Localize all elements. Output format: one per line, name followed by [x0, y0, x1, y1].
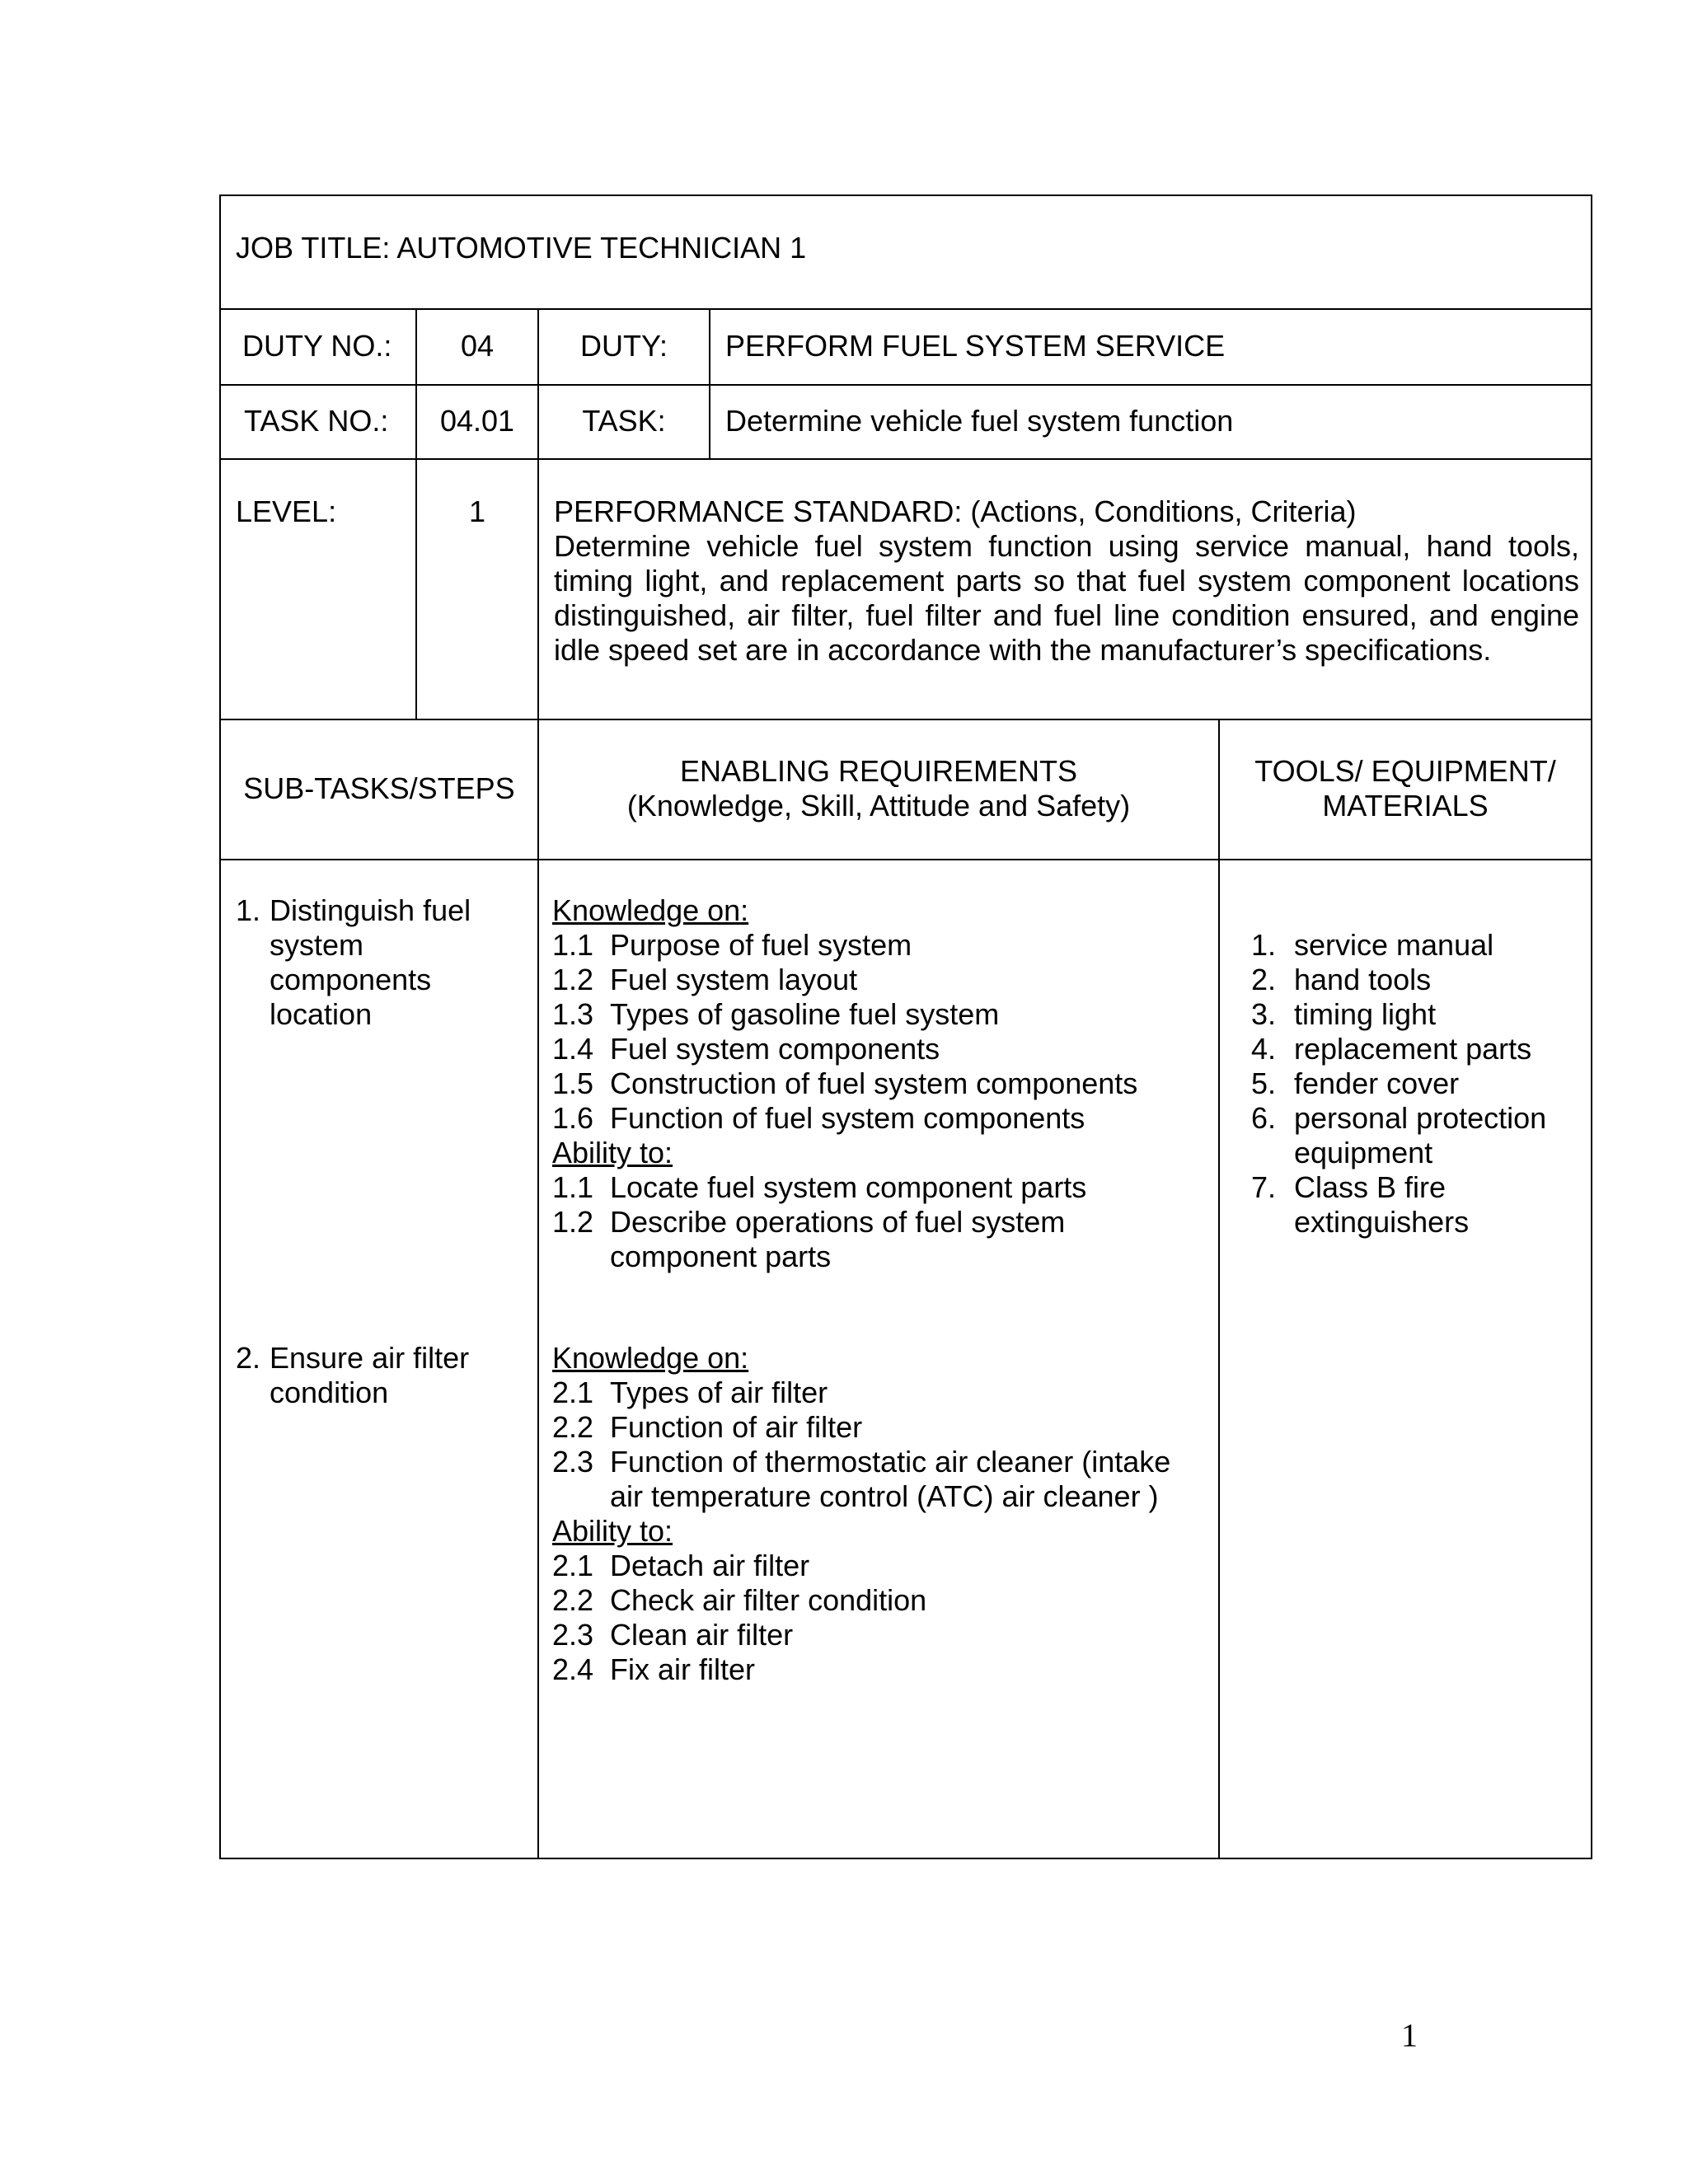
step-number: 2. — [236, 1341, 261, 1375]
tool-text: Class B fire — [1294, 1170, 1447, 1204]
performance-standard-line: idle speed set are in accordance with the manufacturer’s specifications. — [554, 633, 1492, 667]
ability-item — [552, 1652, 755, 1687]
item-text: Fix air filter — [610, 1652, 756, 1686]
item-number: 2.4 — [552, 1652, 594, 1686]
header-enabling-sub: (Knowledge, Skill, Attitude and Safety) — [626, 789, 1131, 823]
row-divider — [219, 859, 1592, 860]
tool-item — [1251, 1101, 1546, 1136]
tool-number: 4. — [1251, 1032, 1277, 1066]
tool-number: 2. — [1251, 963, 1277, 996]
tool-number: 6. — [1251, 1101, 1277, 1135]
item-text: Locate fuel system component parts — [610, 1170, 1087, 1204]
row-divider — [219, 308, 1592, 310]
job-title: JOB TITLE: AUTOMOTIVE TECHNICIAN 1 — [236, 231, 807, 265]
level-label: LEVEL: — [236, 494, 337, 528]
ability-item — [552, 1170, 1086, 1205]
knowledge-item — [552, 963, 857, 997]
col-divider — [1218, 719, 1220, 1859]
tool-text: replacement parts — [1294, 1032, 1532, 1066]
item-text: Types of air filter — [610, 1376, 828, 1409]
row-divider — [219, 458, 1592, 460]
performance-standard-heading: PERFORMANCE STANDARD: (Actions, Conditions, Criteria) — [554, 494, 1357, 528]
knowledge-item — [552, 1066, 1137, 1101]
ability-item — [552, 1618, 793, 1652]
duty-no-value: 04 — [460, 329, 495, 363]
item-number: 2.1 — [552, 1549, 594, 1582]
item-text: Fuel system components — [610, 1032, 940, 1066]
header-tools: TOOLS/ EQUIPMENT/ — [1254, 754, 1556, 788]
knowledge-item — [552, 1445, 1170, 1479]
tool-number: 3. — [1251, 997, 1277, 1031]
ability-label: Ability to: — [552, 1136, 673, 1169]
performance-standard-line: Determine vehicle fuel system function using service manual, hand tools, — [554, 529, 1579, 563]
knowledge-item — [552, 1376, 828, 1410]
tool-item — [1251, 997, 1436, 1032]
tool-text: timing light — [1294, 997, 1437, 1031]
item-text: Types of gasoline fuel system — [610, 997, 1000, 1031]
item-text: Clean air filter — [610, 1618, 794, 1652]
step-text: system — [270, 928, 364, 962]
tool-text: personal protection — [1294, 1101, 1547, 1135]
tool-number: 5. — [1251, 1066, 1277, 1100]
header-enabling: ENABLING REQUIREMENTS — [679, 754, 1078, 788]
duty-value: PERFORM FUEL SYSTEM SERVICE — [725, 329, 1226, 363]
tool-item — [1251, 963, 1431, 997]
tool-item-continued: extinguishers — [1294, 1205, 1470, 1239]
performance-standard-line: distinguished, air filter, fuel filter and fuel line condition ensured, and engine — [554, 598, 1579, 632]
tool-number: 1. — [1251, 928, 1277, 962]
task-value: Determine vehicle fuel system function — [725, 404, 1234, 438]
step-text: Distinguish fuel — [270, 893, 471, 927]
item-text: Describe operations of fuel system — [610, 1205, 1066, 1239]
row-divider — [219, 719, 1592, 720]
item-number: 2.2 — [552, 1583, 594, 1617]
header-subtasks: SUB-TASKS/STEPS — [243, 771, 515, 805]
tool-text: hand tools — [1294, 963, 1432, 996]
step-text: location — [270, 997, 373, 1031]
task-no-label: TASK NO.: — [244, 404, 389, 438]
tool-text: service manual — [1294, 928, 1494, 962]
ability-item-continued: component parts — [610, 1240, 832, 1273]
performance-standard-line: timing light, and replacement parts so that fuel system component locations — [554, 564, 1579, 598]
knowledge-label: Knowledge on: — [552, 1341, 749, 1375]
knowledge-item — [552, 1032, 940, 1066]
step-text: condition — [270, 1376, 389, 1409]
item-number: 1.5 — [552, 1066, 594, 1100]
knowledge-item-continued: air temperature control (ATC) air cleaner ) — [610, 1479, 1159, 1513]
duty-no-label: DUTY NO.: — [242, 329, 392, 363]
item-text: Function of thermostatic air cleaner (intake — [610, 1445, 1171, 1479]
col-divider — [537, 308, 539, 1859]
duty-label: DUTY: — [579, 329, 668, 363]
ability-item — [552, 1205, 1065, 1240]
item-number: 1.2 — [552, 963, 594, 996]
step-text: Ensure air filter — [270, 1341, 470, 1375]
tool-number: 7. — [1251, 1170, 1277, 1204]
task-no-value: 04.01 — [439, 404, 515, 438]
item-text: Function of fuel system components — [610, 1101, 1085, 1135]
tool-item — [1251, 1032, 1531, 1066]
item-number: 2.3 — [552, 1445, 594, 1479]
tool-text: fender cover — [1294, 1066, 1460, 1100]
ability-item — [552, 1583, 926, 1618]
item-text: Detach air filter — [610, 1549, 810, 1582]
item-text: Construction of fuel system components — [610, 1066, 1138, 1100]
row-divider — [219, 384, 1592, 386]
col-divider — [709, 308, 710, 458]
item-text: Function of air filter — [610, 1410, 863, 1444]
level-value: 1 — [468, 494, 486, 528]
item-number: 1.2 — [552, 1205, 594, 1239]
item-number: 1.3 — [552, 997, 594, 1031]
item-text: Check air filter condition — [610, 1583, 927, 1617]
item-text: Fuel system layout — [610, 963, 858, 996]
item-number: 2.3 — [552, 1618, 594, 1652]
item-number: 1.6 — [552, 1101, 594, 1135]
item-text: Purpose of fuel system — [610, 928, 912, 962]
tool-item — [1251, 1066, 1459, 1101]
item-number: 1.4 — [552, 1032, 594, 1066]
item-number: 1.1 — [552, 1170, 594, 1204]
item-number: 2.1 — [552, 1376, 594, 1409]
knowledge-item — [552, 1410, 862, 1445]
step-number: 1. — [236, 893, 261, 927]
knowledge-item — [552, 1101, 1085, 1136]
tool-item — [1251, 928, 1493, 963]
knowledge-label: Knowledge on: — [552, 893, 749, 927]
knowledge-item — [552, 997, 999, 1032]
page-number: 1 — [1401, 2017, 1418, 2054]
tool-item-continued: equipment — [1294, 1136, 1433, 1169]
tool-item — [1251, 1170, 1446, 1205]
item-number: 1.1 — [552, 928, 594, 962]
task-label: TASK: — [582, 404, 666, 438]
knowledge-item — [552, 928, 912, 963]
ability-item — [552, 1549, 809, 1583]
header-tools-sub: MATERIALS — [1322, 789, 1489, 823]
item-number: 2.2 — [552, 1410, 594, 1444]
step-text: components — [270, 963, 432, 996]
ability-label: Ability to: — [552, 1514, 673, 1548]
